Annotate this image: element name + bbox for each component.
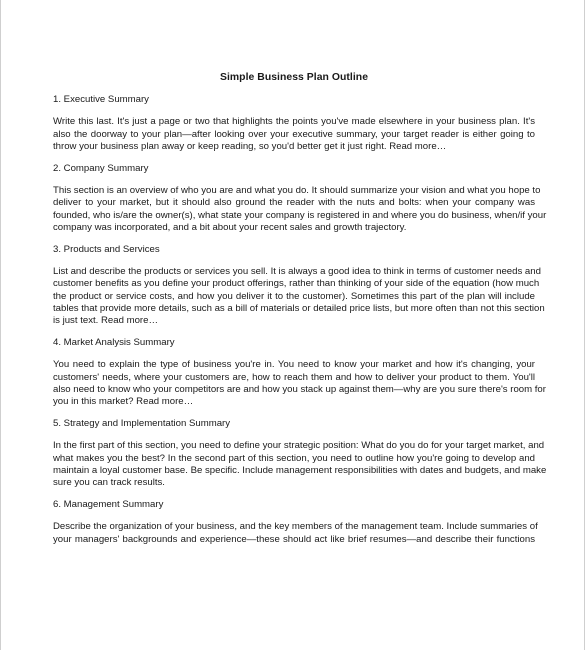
body-line: you in this market? Read more… [53, 396, 194, 408]
body-line: Describe the organization of your business, and the key members of the management team. Include summaries of [53, 521, 538, 533]
section-body-market-analysis-summary [53, 359, 546, 408]
body-line: founded, who is/are the owner(s), what state your company is registered in and where you do business, when/if your [53, 209, 547, 221]
section-body-company-summary [53, 185, 547, 234]
body-line: Write this last. It's just a page or two that highlights the points you've made elsewhere in your business plan. It's [53, 116, 535, 128]
body-line: also need to know who your competitors are and how you stack up against them—why are you sure there's room for [53, 383, 546, 395]
body-line: You need to explain the type of business you're in. You need to know your market and how it's changing, your [53, 359, 535, 371]
body-line: This section is an overview of who you are and what you do. It should summarize your vision and what you hope to [53, 185, 541, 197]
body-line: In the first part of this section, you need to define your strategic position: What do you do for your target market, and [53, 440, 545, 452]
body-line: customer benefits as you define your product offerings, rather than thinking of your side of the equation (how much [53, 278, 540, 290]
section-body-executive-summary [53, 116, 535, 153]
body-line: sure you can track results. [53, 477, 165, 489]
body-line: List and describe the products or services you sell. It is always a good idea to think in terms of customer needs and [53, 266, 541, 278]
body-line: tables that provide more details, such as a bill of materials or detailed price lists, but more often than not this section [53, 302, 545, 314]
document-content [53, 72, 547, 556]
body-line: customers' needs, where your customers are, how to reach them and how to deliver your product to them. You'll [53, 371, 535, 383]
body-line: your managers' backgrounds and experience—these should act like brief resumes—and describe their functions [53, 533, 535, 545]
section-body-products-and-services [53, 266, 545, 327]
body-line: company was incorporated, and a bit about your recent sales and growth trajectory. [53, 221, 407, 233]
body-line: what makes you the best? In the second part of this section, you need to outline how you're going to develop and [53, 452, 535, 464]
section-heading-strategy-and-implementation-summary: 5. Strategy and Implementation Summary [53, 418, 231, 430]
section-heading-executive-summary: 1. Executive Summary [53, 94, 149, 106]
body-line: throw your business plan away or keep reading, so you'd better get it just right. Read more… [53, 140, 447, 152]
section-heading-management-summary: 6. Management Summary [53, 499, 164, 511]
body-line: maintain a loyal customer base. Be specific. Include management responsibilities with dates and budgets, and make [53, 464, 547, 476]
section-body-strategy-and-implementation-summary [53, 440, 547, 489]
section-heading-products-and-services: 3. Products and Services [53, 244, 160, 256]
section-body-management-summary [53, 521, 538, 545]
document-title: Simple Business Plan Outline [219, 72, 369, 83]
body-line: the product or service costs, and how you deliver it to the customer). Sometimes this part of the plan will include [53, 290, 535, 302]
body-line: is just text. Read more… [53, 315, 159, 327]
body-line: also the doorway to your plan—after looking over your executive summary, your target reader is either going to [53, 128, 535, 140]
section-heading-company-summary: 2. Company Summary [53, 163, 149, 175]
body-line: deliver to your market, but it should also ground the reader with the nuts and bolts: when your company was [53, 197, 535, 209]
section-heading-market-analysis-summary: 4. Market Analysis Summary [53, 337, 175, 349]
